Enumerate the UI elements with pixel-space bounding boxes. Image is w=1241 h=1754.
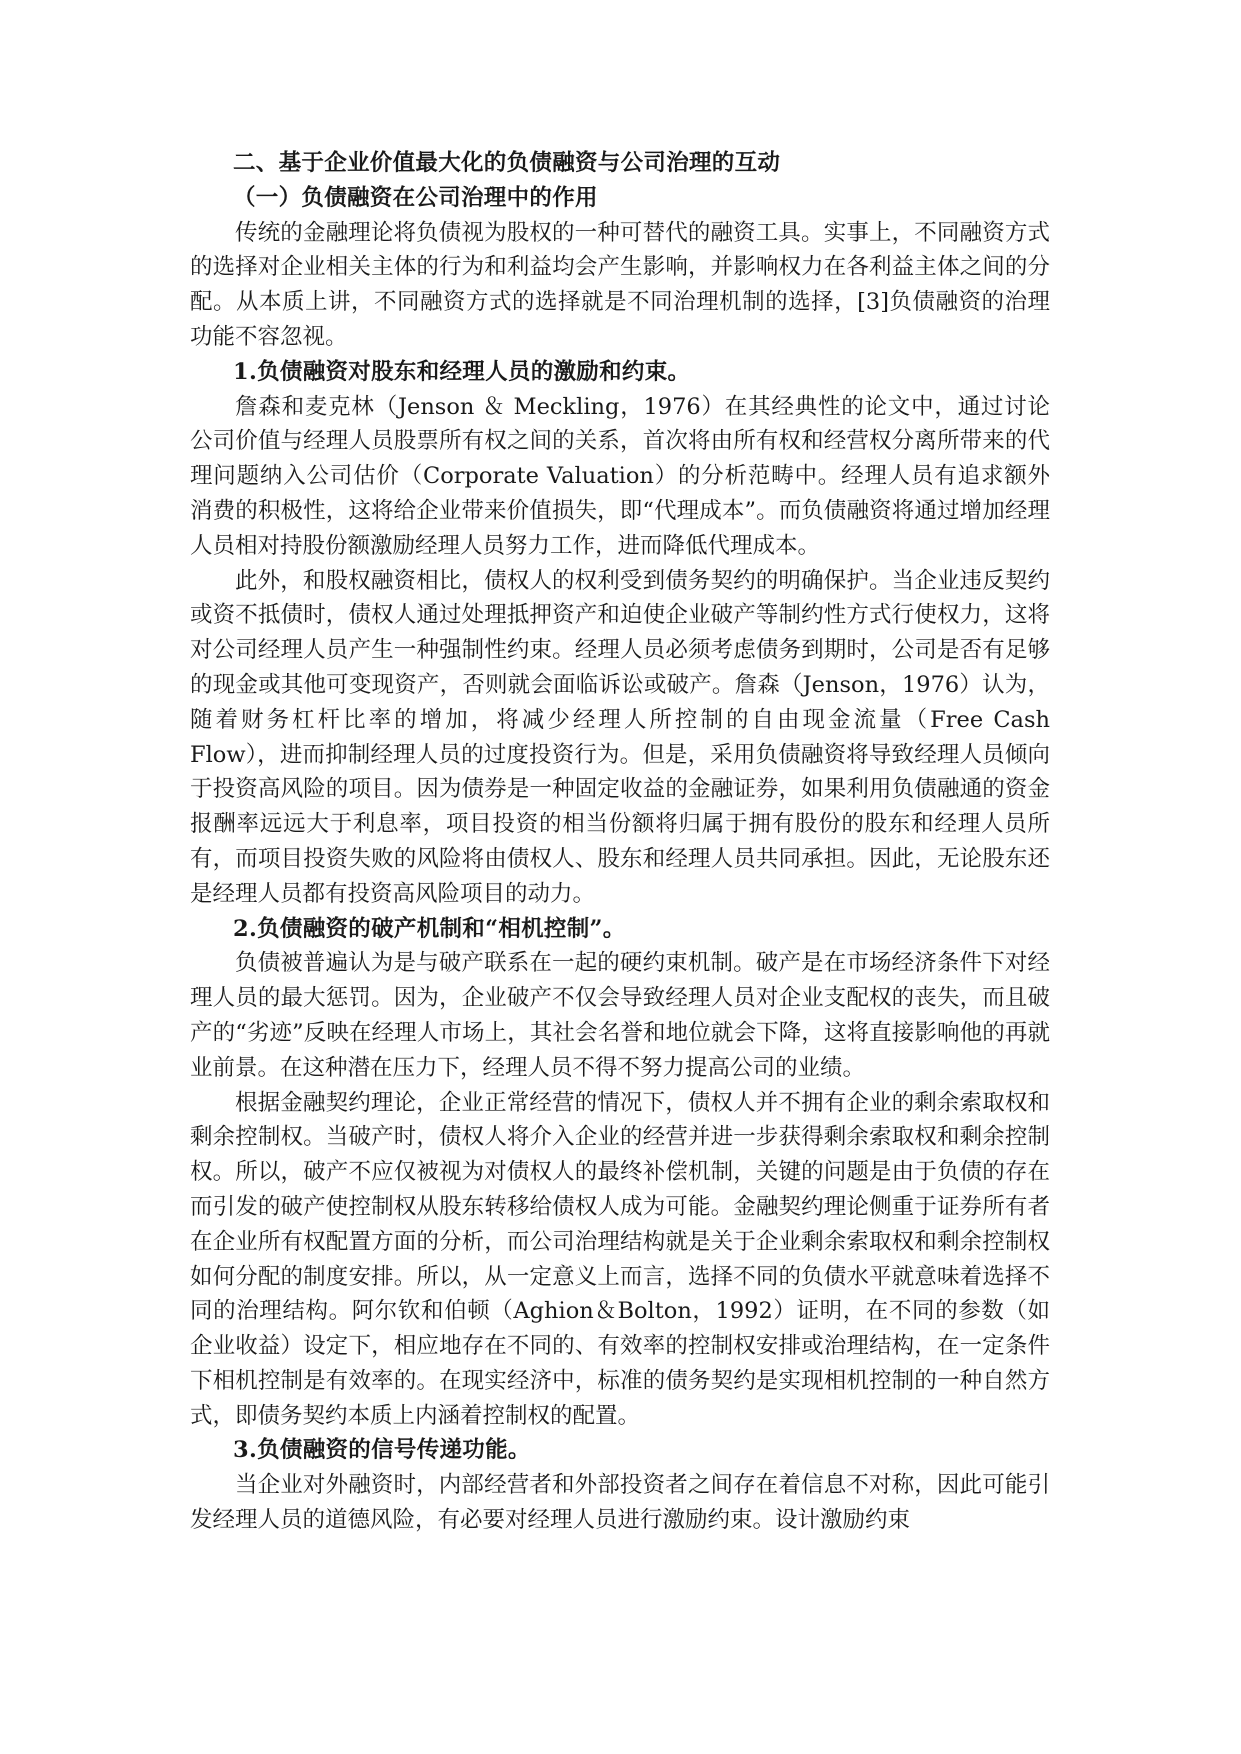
paragraph-financial-contract: 根据金融契约理论，企业正常经营的情况下，债权人并不拥有企业的剩余索取权和剩余控制权。当破产时，债权人将介入企业的经营并进一步获得剩余索取权和剩余控制权。所以，破产不应仅被视为对债权人的最终补偿机制，关键的问题是由于负债的存在而引发的破产使控制权从股东转移给债权人成为可能。金融契约理论侧重于证券所有者在企业所有权配置方面的分析，而公司治理结构就是关于企业剩余索取权和剩余控制权如何分配的制度安排。所以，从一定意义上而言，选择不同的负债水平就意味着选择不同的治理结构。阿尔钦和伯顿（Aghion＆Bolton，1992）证明，在不同的参数（如企业收益）设定下，相应地存在不同的、有效率的控制权安排或治理结构，在一定条件下相机控制是有效率的。在现实经济中，标准的债务契约是实现相机控制的一种自然方式，即债务契约本质上内涵着控制权的配置。 (190, 1089, 1050, 1429)
heading-incentive: 1.负债融资对股东和经理人员的激励和约束。 (233, 358, 691, 385)
paragraph-intro: 传统的金融理论将负债视为股权的一种可替代的融资工具。实事上，不同融资方式的选择对企业相关主体的行为和利益均会产生影响，并影响权力在各利益主体之间的分配。从本质上讲，不同融资方式的选择就是不同治理机制的选择，[3]负债融资的治理功能不容忽视。 (190, 219, 1050, 350)
heading-signaling: 3.负债融资的信号传递功能。 (233, 1437, 531, 1464)
paragraph-information-asymmetry: 当企业对外融资时，内部经营者和外部投资者之间存在着信息不对称，因此可能引发经理人员的道德风险，有必要对经理人员进行激励约束。设计激励约束 (190, 1472, 1050, 1534)
paragraph-jenson-meckling: 詹森和麦克林（Jenson ＆ Meckling，1976）在其经典性的论文中，通过讨论公司价值与经理人员股票所有权之间的关系，首次将由所有权和经营权分离所带来的代理问题纳入公司估价（Corporate Valuation）的分析范畴中。经理人员有追求额外消费的积极性，这将给企业带来价值损失，即“代理成本”。而负债融资将通过增加经理人员相对持股份额激励经理人员努力工作，进而降低代理成本。 (190, 393, 1050, 559)
paragraph-hard-constraint: 负债被普遍认为是与破产联系在一起的硬约束机制。破产是在市场经济条件下对经理人员的最大惩罚。因为，企业破产不仅会导致经理人员对企业支配权的丧失，而且破产的“劣迹”反映在经理人市场上，其社会名誉和地位就会下降，这将直接影响他的再就业前景。在这种潜在压力下，经理人员不得不努力提高公司的业绩。 (190, 950, 1050, 1081)
paragraph-debt-contract: 此外，和股权融资相比，债权人的权利受到债务契约的明确保护。当企业违反契约或资不抵债时，债权人通过处理抵押资产和迫使企业破产等制约性方式行使权力，这将对公司经理人员产生一种强制性约束。经理人员必须考虑债务到期时，公司是否有足够的现金或其他可变现资产，否则就会面临诉讼或破产。詹森（Jenson，1976）认为，随着财务杠杆比率的增加，将减少经理人所控制的自由现金流量（Free Cash Flow），进而抑制经理人员的过度投资行为。但是，采用负债融资将导致经理人员倾向于投资高风险的项目。因为债券是一种固定收益的金融证券，如果利用负债融通的资金报酬率远远大于利息率，项目投资的相当份额将归属于拥有股份的股东和经理人员所有，而项目投资失败的风险将由债权人、股东和经理人员共同承担。因此，无论股东还是经理人员都有投资高风险项目的动力。 (190, 567, 1050, 907)
subsection-title: （一）负债融资在公司治理中的作用 (233, 184, 598, 211)
text-column (190, 146, 1050, 1538)
heading-bankruptcy: 2.负债融资的破产机制和“相机控制”。 (233, 915, 626, 942)
section-title: 二、基于企业价值最大化的负债融资与公司治理的互动 (233, 150, 781, 176)
